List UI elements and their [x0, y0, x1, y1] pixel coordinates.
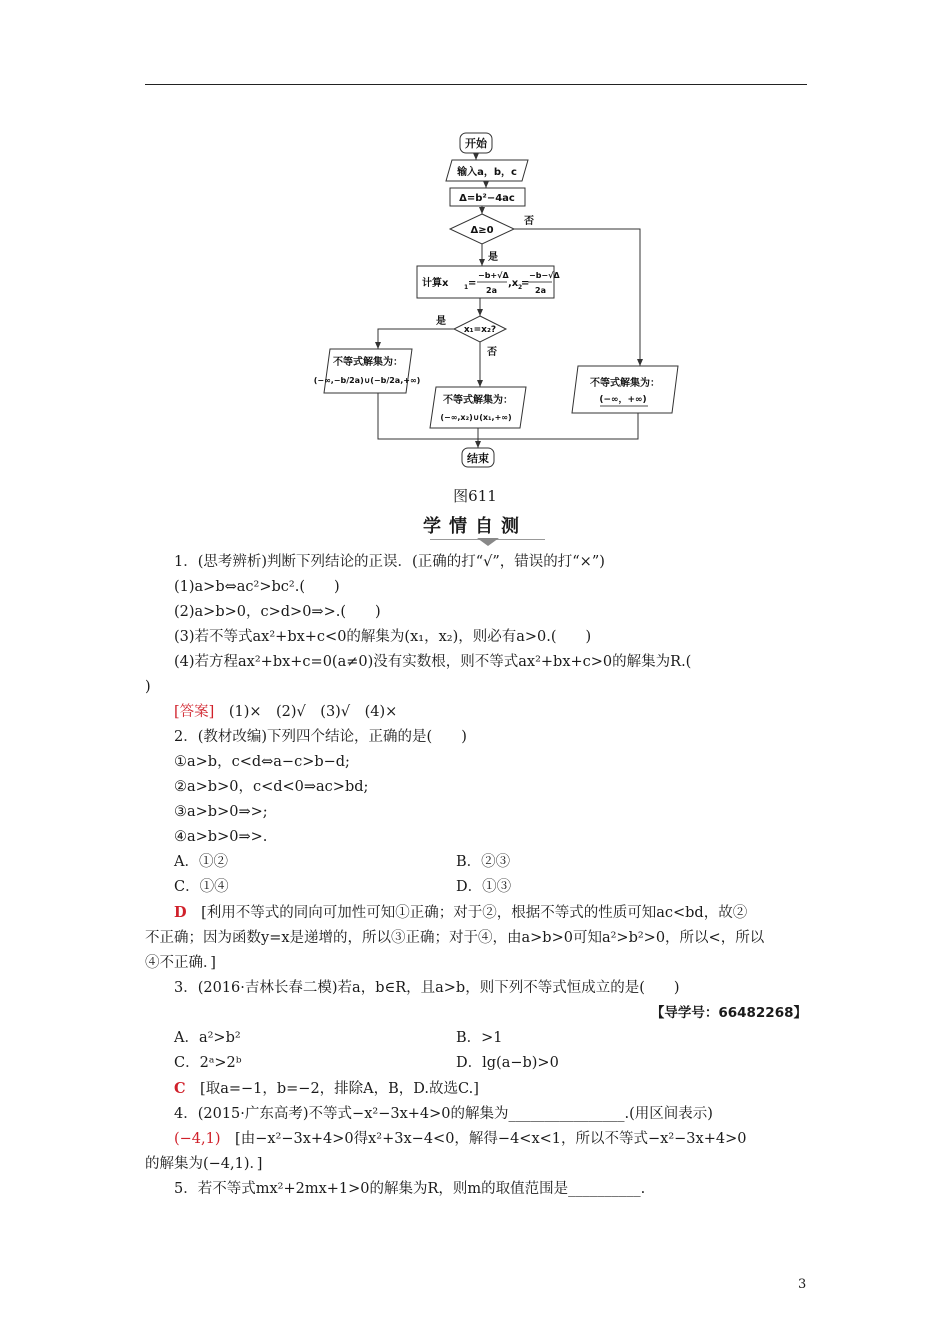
out-mid-title: 不等式解集为：	[443, 395, 513, 406]
answer-2-cont: 不正确；因为函数y=x是递增的，所以③正确；对于④，由a>b>0可知a²>b²>0，所以<，所以	[145, 930, 765, 946]
option-c: C．①④	[174, 879, 229, 895]
compute-den2: 2a	[535, 286, 546, 295]
option-b: B．②③	[456, 854, 511, 870]
answer-tag: D	[174, 904, 187, 921]
answer-3	[145, 1076, 807, 1102]
compute-prefix: 计算x	[422, 278, 449, 289]
section-arrow-icon	[477, 538, 499, 546]
flowchart	[300, 125, 680, 475]
guide-number: 【导学号：66482268】	[650, 1005, 807, 1021]
question-2: 2．(教材改编)下列四个结论，正确的是( )	[174, 729, 467, 745]
answer-4-cont: 的解集为(−4,1)．]	[145, 1156, 263, 1172]
compute-num1: −b+√Δ	[478, 271, 509, 280]
svg-text:2: 2	[518, 284, 523, 291]
answer-text: [利用不等式的同向可加性可知①正确；对于②，根据不等式的性质可知ac<bd，故②	[201, 905, 748, 921]
question-3-options	[145, 1051, 807, 1076]
question-2-options	[145, 850, 807, 875]
end-label: 结束	[467, 452, 489, 465]
answer-tag: C	[174, 1080, 186, 1097]
question-2-item: ④a>b>0⇒>.	[174, 829, 268, 845]
question-1-item: (1)a>b⇔ac²>bc².( )	[174, 579, 340, 595]
section-title: 学情自测	[423, 516, 527, 537]
answer-2-cont: ④不正确．]	[145, 955, 216, 971]
question-1-item: (3)若不等式ax²+bx+c<0的解集为(x₁，x₂)，则必有a>0.( )	[174, 629, 592, 645]
svg-text:=: =	[521, 278, 530, 289]
option-d: D．①③	[456, 879, 512, 895]
svg-text:=: =	[468, 278, 477, 289]
answer-2	[145, 900, 807, 926]
out-left-expr: (−∞,−b/2a)∪(−b/2a,+∞)	[313, 376, 421, 385]
answer-tag: [答案]	[174, 704, 215, 720]
cond1-label: Δ≥0	[470, 225, 494, 236]
cond2-label: x₁=x₂?	[463, 325, 497, 335]
question-2-item: ①a>b，c<d⇔a−c>b−d;	[174, 754, 350, 770]
question-5: 5．若不等式mx²+2mx+1>0的解集为R，则m的取值范围是__________.	[174, 1181, 646, 1197]
question-2-item: ②a>b>0，c<d<0⇒ac>bd;	[174, 779, 369, 795]
question-1-item-cont: )	[145, 679, 151, 695]
answer-tag: (−4,1)	[174, 1131, 221, 1147]
no2-label: 否	[487, 347, 497, 358]
option-a: A．a²>b²	[174, 1030, 241, 1046]
svg-text:,x: ,x	[508, 278, 519, 289]
compute-num2: −b−√Δ	[529, 271, 560, 280]
delta-label: Δ=b²−4ac	[459, 193, 515, 204]
input-label: 输入a，b，c	[457, 167, 517, 178]
figure-caption: 图611	[453, 487, 497, 505]
no1-label: 否	[524, 216, 534, 227]
answer-1	[145, 700, 807, 725]
out-right-expr: (−∞，+∞)	[599, 395, 647, 405]
header-rule	[145, 84, 807, 85]
question-2-item: ③a>b>0⇒>;	[174, 804, 268, 820]
answer-4	[145, 1127, 807, 1152]
answer-text: [由−x²−3x+4>0得x²+3x−4<0，解得−4<x<1，所以不等式−x²−3x+4>0	[235, 1131, 747, 1147]
output-left	[324, 349, 412, 393]
question-2-options	[145, 875, 807, 900]
option-a: A．①②	[174, 854, 228, 870]
question-1-item: (2)a>b>0，c>d>0⇒>.( )	[174, 604, 381, 620]
yes2-label: 是	[436, 316, 446, 327]
start-label: 开始	[465, 137, 487, 150]
compute-den1: 2a	[486, 286, 497, 295]
yes1-label: 是	[488, 252, 498, 263]
out-mid-expr: (−∞,x₂)∪(x₁,+∞)	[440, 413, 512, 422]
out-left-title: 不等式解集为：	[333, 357, 403, 368]
page-number: 3	[798, 1277, 807, 1292]
option-b: B．>1	[456, 1030, 503, 1046]
answer-text: [取a=−1，b=−2，排除A，B，D.故选C.]	[200, 1081, 479, 1097]
answer-text: (1)× (2)√ (3)√ (4)×	[228, 704, 398, 720]
exercise-content	[145, 550, 807, 1202]
question-4: 4．(2015·广东高考)不等式−x²−3x+4>0的解集为________________.(用区间表示)	[174, 1106, 713, 1122]
out-right-title: 不等式解集为：	[590, 378, 660, 389]
question-1: 1．(思考辨析)判断下列结论的正误．(正确的打“√”，错误的打“×”)	[174, 554, 605, 570]
option-c: C．2ᵃ>2ᵇ	[174, 1055, 242, 1071]
svg-text:1: 1	[464, 284, 469, 291]
question-1-item: (4)若方程ax²+bx+c=0(a≠0)没有实数根，则不等式ax²+bx+c>0的解集为R.(	[174, 654, 692, 670]
question-3-options	[145, 1026, 807, 1051]
option-d: D．lg(a−b)>0	[456, 1055, 559, 1071]
question-3: 3．(2016·吉林长春二模)若a，b∈R，且a>b，则下列不等式恒成立的是( )	[174, 980, 680, 996]
